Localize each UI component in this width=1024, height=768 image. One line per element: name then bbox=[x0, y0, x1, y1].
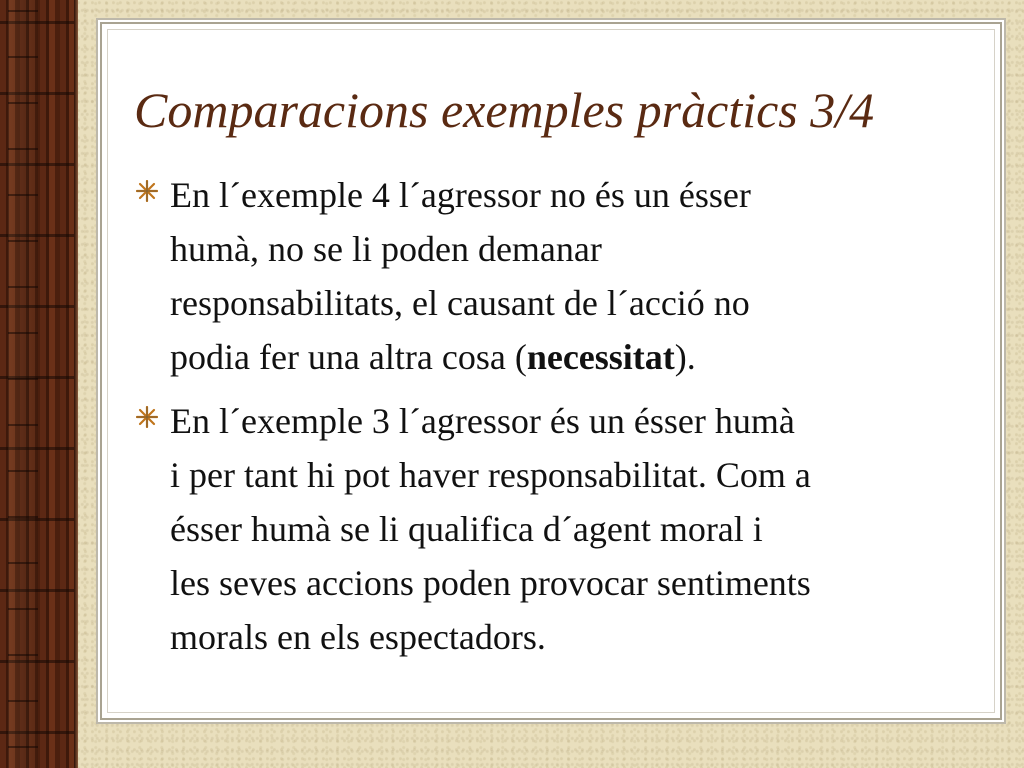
wood-grain-detail bbox=[8, 0, 38, 768]
bullet-1-line-4-end: ). bbox=[674, 337, 696, 377]
bullet-2-line-4: les seves accions poden provocar sentiments bbox=[170, 563, 811, 603]
bold-term-necessitat: necessitat bbox=[526, 337, 675, 377]
bullet-1-line-1: En l´exemple 4 l´agressor no és un ésser bbox=[170, 175, 751, 215]
bullet-1-line-2: humà, no se li poden demanar bbox=[170, 229, 602, 269]
bullet-1-line-4 bbox=[170, 330, 996, 384]
slide-title: Comparacions exemples pràctics 3/4 bbox=[134, 82, 875, 138]
bullet-1-line-3: responsabilitats, el causant de l´acció no bbox=[170, 283, 750, 323]
bullet-2-line-5: morals en els espectadors. bbox=[170, 617, 546, 657]
bullet-1-line-4-start: podia fer una altra cosa ( bbox=[170, 337, 527, 377]
bullet-2-line-2: i per tant hi pot haver responsabilitat. Com a bbox=[170, 455, 811, 495]
bullet-list bbox=[136, 168, 996, 674]
bullet-2-line-1: En l´exemple 3 l´agressor és un ésser humà bbox=[170, 401, 795, 441]
starburst-bullet-icon bbox=[136, 180, 158, 202]
wood-texture-sidebar bbox=[0, 0, 78, 768]
wood-edge bbox=[74, 0, 78, 768]
bullet-2-line-3: ésser humà se li qualifica d´agent moral i bbox=[170, 509, 763, 549]
bullet-item-2 bbox=[136, 394, 996, 664]
bullet-item-1 bbox=[136, 168, 996, 384]
starburst-bullet-icon bbox=[136, 406, 158, 428]
